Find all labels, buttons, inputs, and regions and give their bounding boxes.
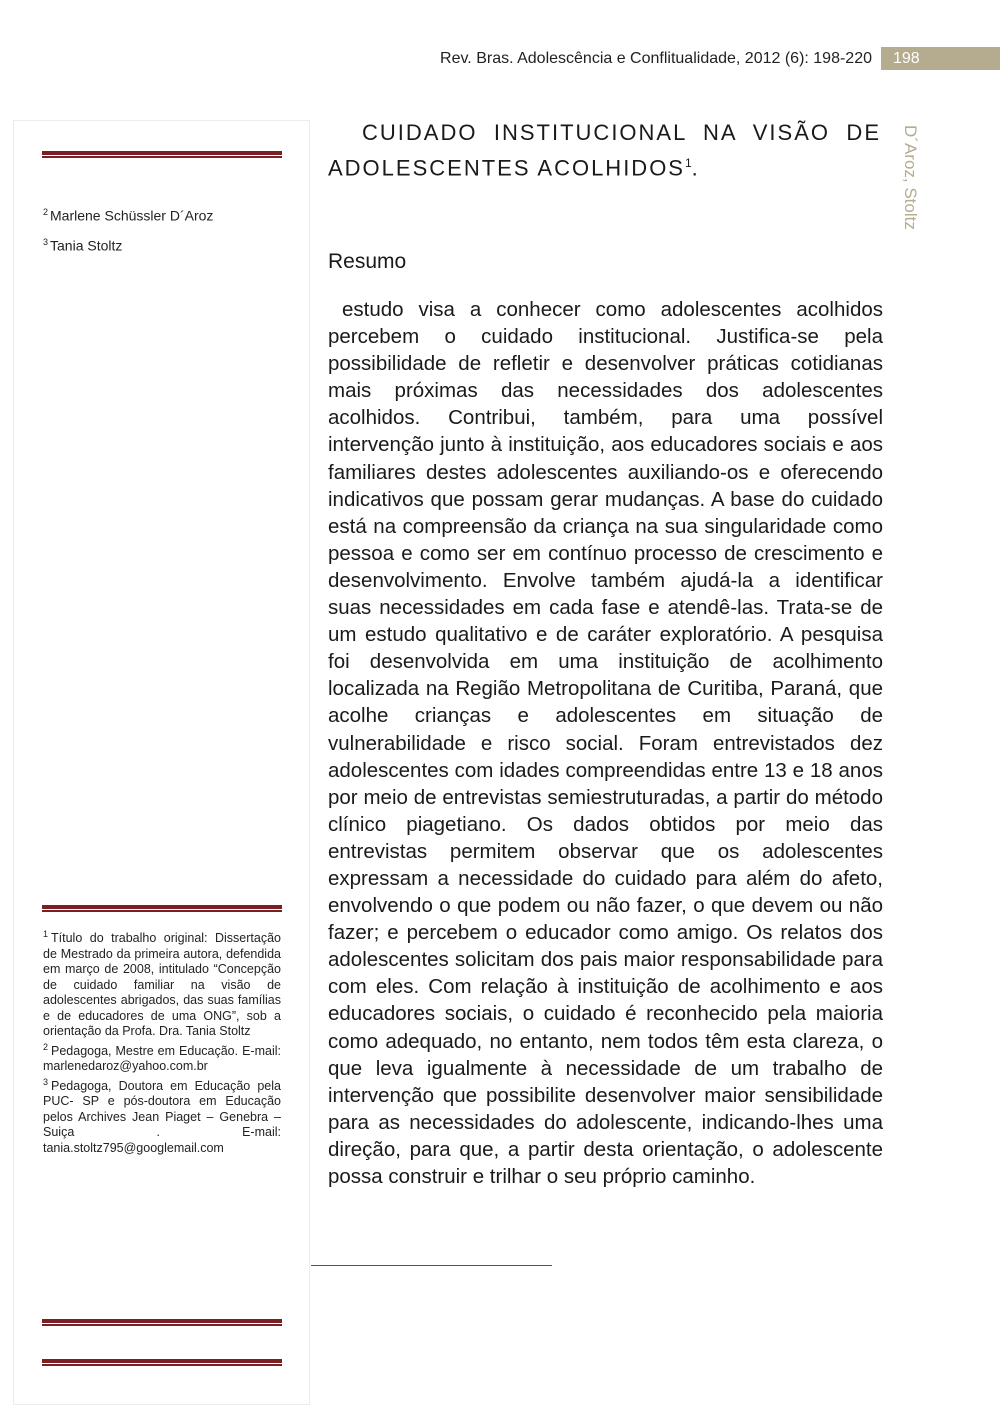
author-2-mark: 3 — [43, 237, 49, 247]
journal-citation: Rev. Bras. Adolescência e Conflitualidade, 2012 (6): 198-220 — [440, 50, 872, 67]
footnote-3-mark: 3 — [43, 1076, 49, 1087]
bottom-rule-1 — [42, 1319, 282, 1326]
abstract-body — [328, 296, 883, 1190]
title-end: . — [691, 155, 700, 181]
footnote-1-text: Título do trabalho original: Dissertação de Mestrado da primeira autora, defendida em março de 2008, intitulado “Concepção de cuidado familiar na visão de adolescentes abrigados, das suas famílias e de educadores de uma ONG”, sob a orientação da Profa. Dra. Tania Stoltz — [43, 931, 281, 1039]
author-2 — [43, 237, 122, 254]
running-authors: D´Aroz, Stoltz — [901, 125, 920, 230]
footnote-2 — [43, 1040, 281, 1075]
footnote-2-text: Pedagoga, Mestre em Educação. E-mail: marlenedaroz@yahoo.com.br — [43, 1043, 281, 1074]
abstract-text: estudo visa a conhecer como adolescentes acolhidos percebem o cuidado institucional. Justifica-se pela possibilidade de refletir e desenvolver práticas cotidianas mais próximas das necessidades dos adolescentes acolhidos. Contribui, também, para uma possível intervenção junto à instituição, aos educadores sociais e aos familiares destes adolescentes auxiliando-os e oferecendo indicativos que possam gerar mudanças. A base do cuidado está na compreensão da criança na sua singularidade como pessoa e como ser em contínuo processo de crescimento e desenvolvimento. Envolve também ajudá-la a identificar suas necessidades em cada fase e atendê-las. Trata-se de um estudo qualitativo e de caráter exploratório. A pesquisa foi desenvolvida em uma instituição de acolhimento localizada na Região Metropolitana de Curitiba, Paraná, que acolhe crianças e adolescentes em situação de vulnerabilidade e risco social. Foram entrevistados dez adolescentes com idades compreendidas entre 13 e 18 anos por meio de entrevistas semiestruturadas, a partir do método clínico piagetiano. Os dados obtidos por meio das entrevistas permitem observar que os adolescentes expressam a necessidade do cuidado para além do afeto, envolvendo o que podem ou não fazer, o que devem ou não fazer; e percebem o educador como amigo. Os relatos dos adolescentes solicitam dos pais maior responsabilidade para com eles. Com relação à instituição de acolhimento e aos educadores sociais, o cuidado é reconhecido pela maioria como adequado, no entanto, nem todos têm esta clareza, o que leva igualmente à necessidade de um trabalho de intervenção que possibilite desenvolver maior sensibilidade para as necessidades do adolescente, indicando-lhes uma direção, para que, a partir desta orientação, o adolescente possa construir e trilhar o seu próprio caminho. — [328, 298, 883, 1188]
footnote-1 — [43, 927, 281, 1040]
title-footnote-mark: 1 — [684, 156, 692, 170]
footnote-3 — [43, 1075, 281, 1157]
footnote-3-text: Pedagoga, Doutora em Educação pela PUC- SP e pós-doutora em Educação pelos Archives Jean Piaget – Genebra – Suiça . E-mail: tania.stoltz795@googlemail.com — [43, 1078, 281, 1155]
article-title-text: CUIDADO INSTITUCIONAL NA VISÃO DE ADOLESCENTES ACOLHIDOS — [328, 120, 881, 181]
article-title — [328, 118, 881, 183]
footnote-2-mark: 2 — [43, 1041, 49, 1052]
footnote-rule — [42, 905, 282, 912]
author-1 — [43, 207, 213, 224]
author-1-mark: 2 — [43, 207, 49, 217]
bottom-rule-2 — [42, 1359, 282, 1366]
abstract-heading: Resumo — [328, 250, 407, 273]
author-2-name: Tania Stoltz — [50, 237, 123, 254]
footnotes — [43, 927, 281, 1156]
page-number: 198 — [881, 47, 1000, 70]
sidebar — [13, 120, 310, 1405]
page-footer-rule — [311, 1265, 552, 1266]
author-1-name: Marlene Schüssler D´Aroz — [50, 207, 214, 224]
top-rule — [42, 151, 282, 158]
footnote-1-mark: 1 — [43, 929, 49, 939]
